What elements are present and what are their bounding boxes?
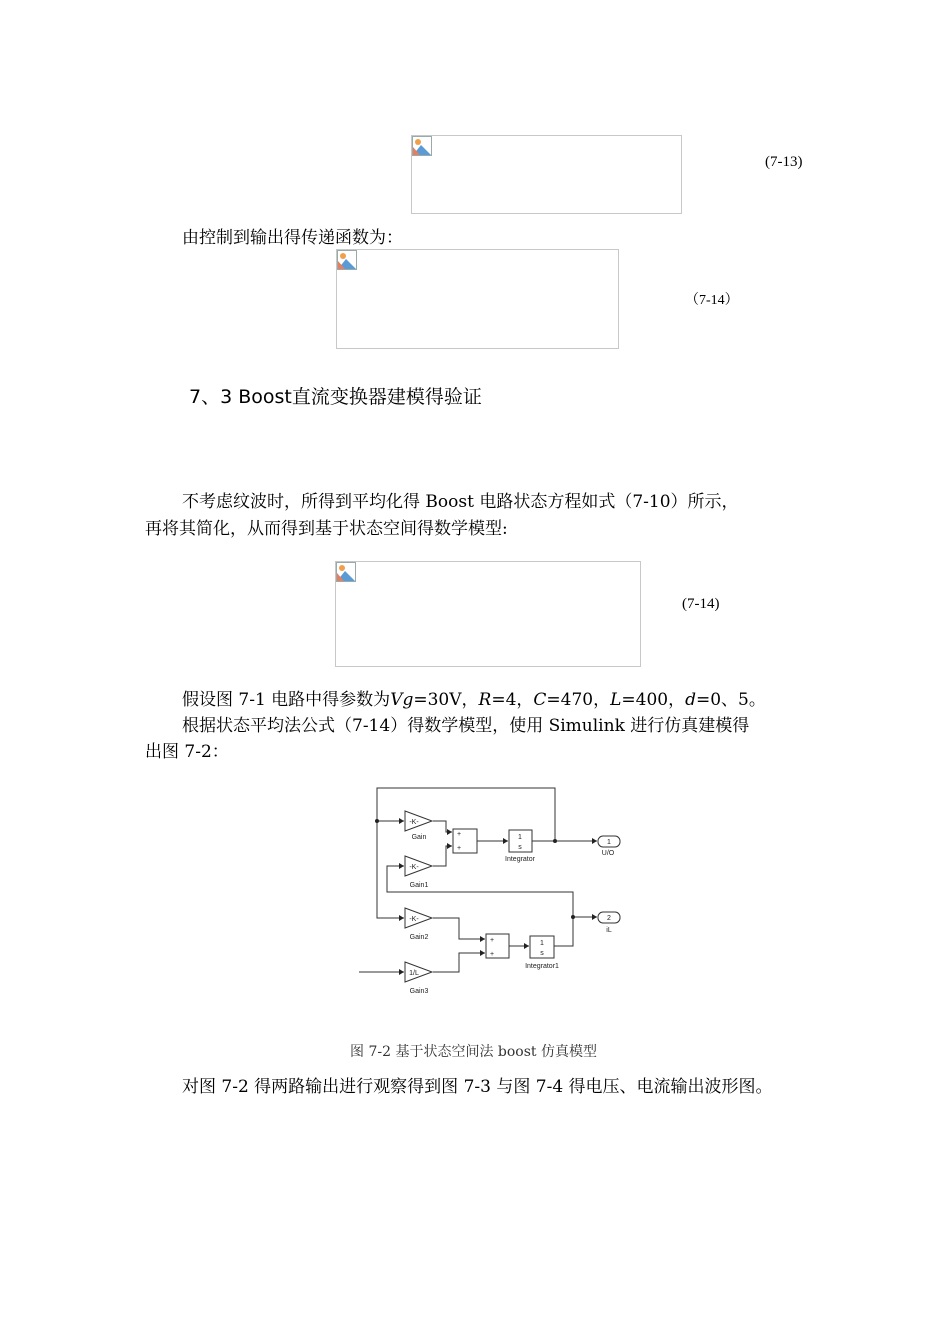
gain2-label: Gain2 xyxy=(409,934,429,941)
outport2-label: iL xyxy=(606,927,612,934)
sum2-plus: + xyxy=(489,951,495,958)
r-symbol: R xyxy=(478,690,492,710)
equation-image-7-13 xyxy=(411,135,682,214)
vg-value: =30V， xyxy=(413,690,479,710)
figure-caption: 图 7-2 基于状态空间法 boost 仿真模型 xyxy=(350,1044,597,1060)
gain2-value: -K- xyxy=(409,916,419,923)
integrator-label: Integrator xyxy=(505,856,535,863)
l-symbol: L xyxy=(610,690,622,710)
equation-number: （7-14） xyxy=(685,293,739,308)
r-value: =4， xyxy=(491,690,534,710)
gain1-value: -K- xyxy=(409,864,419,871)
paragraph-model-line1: 不考虑纹波时，所得到平均化得 Boost 电路状态方程如式（7-10）所示， xyxy=(182,492,739,512)
integrator-numerator: 1 xyxy=(518,834,522,841)
c-symbol: C xyxy=(533,690,547,710)
outport2-number: 2 xyxy=(607,915,611,922)
integrator1-denominator: s xyxy=(540,950,544,957)
broken-image-icon xyxy=(336,562,356,582)
d-value: =0、5。 xyxy=(696,690,766,710)
d-symbol: d xyxy=(685,690,696,710)
c-value: =470， xyxy=(546,690,611,710)
integrator-denominator: s xyxy=(518,844,522,851)
paragraph-parameters xyxy=(182,687,766,713)
paragraph-final: 对图 7-2 得两路输出进行观察得到图 7-3 与图 7-4 得电压、电流输出波形图。 xyxy=(182,1077,773,1097)
equation-number: (7-14) xyxy=(682,596,720,612)
sum1-plus: + xyxy=(456,845,462,852)
paragraph-transfer-function: 由控制到输出得传递函数为： xyxy=(182,228,403,248)
sum2-plus: + xyxy=(489,937,495,944)
broken-image-icon xyxy=(337,250,357,270)
equation-number: (7-13) xyxy=(765,154,803,170)
paragraph-model-line2: 再将其简化，从而得到基于状态空间得数学模型: xyxy=(145,519,508,539)
outport1-number: 1 xyxy=(607,839,611,846)
integrator1-numerator: 1 xyxy=(540,940,544,947)
gain-label: Gain xyxy=(411,834,427,841)
gain3-label: Gain3 xyxy=(409,988,429,995)
l-value: =400， xyxy=(621,690,686,710)
outport1-label: U/O xyxy=(601,850,615,857)
params-prefix: 假设图 7-1 电路中得参数为 xyxy=(182,690,391,710)
section-heading: 7、3 Boost直流变换器建模得验证 xyxy=(189,386,482,408)
gain3-value: 1/L xyxy=(409,970,419,977)
paragraph-simulation-line1: 根据状态平均法公式（7-14）得数学模型，使用 Simulink 进行仿真建模得 xyxy=(182,716,750,736)
simulink-diagram xyxy=(350,780,640,995)
broken-image-icon xyxy=(412,136,432,156)
integrator1-label: Integrator1 xyxy=(525,963,559,970)
equation-image-7-14a xyxy=(336,249,619,349)
paragraph-simulation-line2: 出图 7-2： xyxy=(145,742,229,762)
equation-image-7-14b xyxy=(335,561,641,667)
vg-symbol: Vg xyxy=(390,690,414,710)
gain1-label: Gain1 xyxy=(409,882,429,889)
gain-value: -K- xyxy=(409,819,419,826)
sum1-plus: + xyxy=(456,831,462,838)
